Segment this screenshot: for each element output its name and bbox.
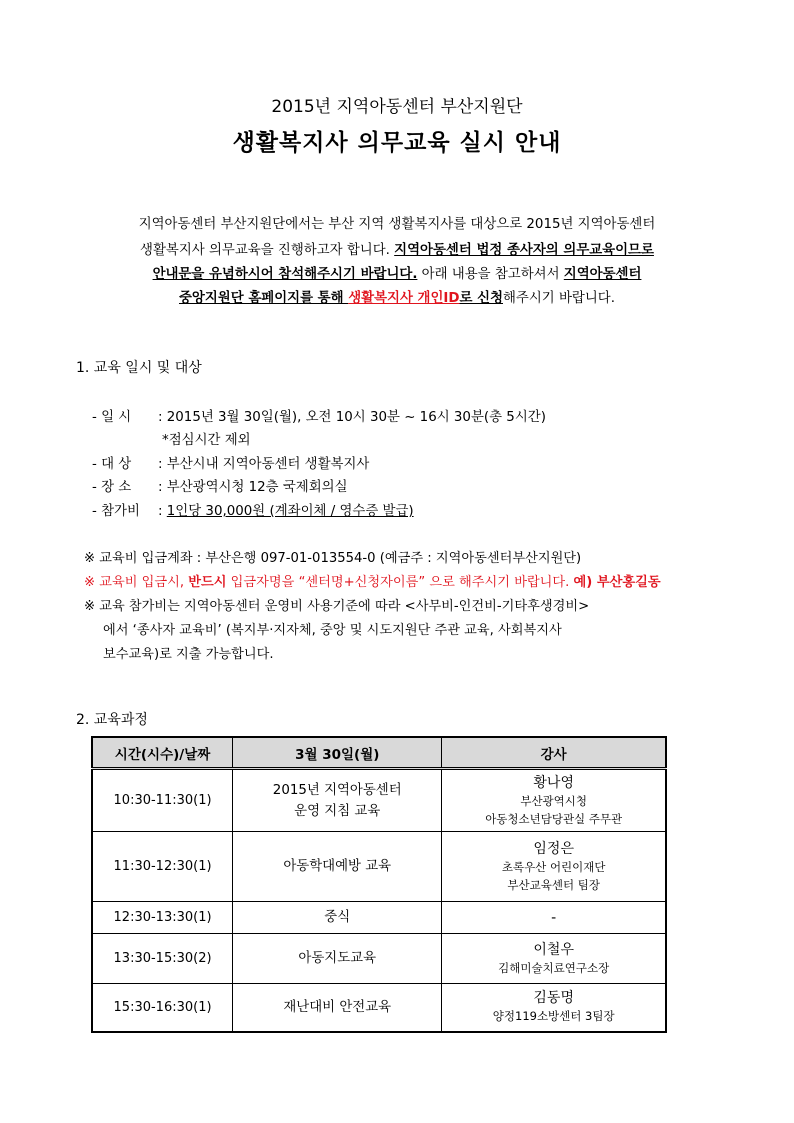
column-header-time: 시간(시수)/날짜 bbox=[92, 737, 233, 769]
course-line: 중식 bbox=[324, 910, 351, 925]
item-label-target: - 대 상 bbox=[92, 457, 132, 472]
cell-time: 15:30-16:30(1) bbox=[92, 984, 233, 1032]
fee-amount: 1인당 30,000원 (계좌이체 / 영수증 발급) bbox=[166, 504, 414, 519]
item-value-place: : 부산광역시청 12층 국제회의실 bbox=[158, 480, 348, 495]
instructor-name: 황나영 bbox=[533, 774, 574, 791]
instructor-name: - bbox=[551, 909, 557, 926]
instructor-affiliation: 초록우산 어린이재단 bbox=[501, 859, 606, 874]
instructor-affiliation: 아동청소년담당관실 주무관 bbox=[485, 811, 623, 826]
cell-time: 12:30-13:30(1) bbox=[92, 902, 233, 934]
document-subtitle: 2015년 지역아동센터 부산지원단 bbox=[271, 97, 523, 117]
item-value-datetime: : 2015년 3월 30일(월), 오전 10시 30분 ~ 16시 30분(총 5시간) bbox=[158, 410, 546, 425]
cell-instructor bbox=[442, 934, 666, 984]
instructor-affiliation: 부산광역시청 bbox=[520, 793, 587, 808]
intro-emphasis: 지역아동센터 bbox=[563, 267, 642, 282]
cell-time: 10:30-11:30(1) bbox=[92, 769, 233, 832]
document-title: 생활복지사 의무교육 실시 안내 bbox=[232, 130, 562, 156]
intro-emphasis: 중앙지원단 홈페이지를 통해 bbox=[179, 291, 349, 306]
instructor-name: 임정은 bbox=[533, 840, 574, 857]
course-schedule-table bbox=[91, 736, 667, 1033]
note-bank-account: ※ 교육비 입금계좌 : 부산은행 097-01-013554-0 (예금주 : 지역아동센터부산지원단) bbox=[84, 551, 582, 566]
fee-prefix: : bbox=[158, 504, 167, 519]
intro-line-1: 지역아동센터 부산지원단에서는 부산 지역 생활복지사를 대상으로 2015년 지역아동센터 bbox=[138, 217, 656, 232]
note-fee-usage-1: ※ 교육 참가비는 지역아동센터 운영비 사용기준에 따라 <사무비-인건비-기타후생경비> bbox=[84, 599, 590, 614]
item-label-datetime: - 일 시 bbox=[92, 410, 132, 425]
intro-highlight: 생활복지사 개인ID bbox=[348, 291, 460, 306]
table-row bbox=[92, 832, 666, 902]
cell-course bbox=[233, 902, 442, 934]
intro-text: 해주시기 바랍니다. bbox=[503, 291, 615, 306]
instructor-affiliation: 양정119소방센터 3팀장 bbox=[492, 1009, 615, 1024]
course-line: 2015년 지역아동센터 bbox=[272, 782, 402, 798]
cell-instructor bbox=[442, 984, 666, 1032]
table-row bbox=[92, 902, 666, 934]
table-header-row bbox=[92, 737, 666, 769]
cell-course bbox=[233, 832, 442, 902]
cell-course bbox=[233, 934, 442, 984]
intro-emphasis: 로 신청 bbox=[459, 291, 503, 306]
instructor-name: 이철우 bbox=[533, 941, 574, 958]
note-fee-usage-2: 에서 ‘종사자 교육비’ (복지부·지자체, 중앙 및 시도지원단 주관 교육, 사회복지사 bbox=[103, 623, 562, 638]
cell-instructor bbox=[442, 902, 666, 934]
instructor-name: 김동명 bbox=[533, 990, 574, 1007]
note-text: ※ 교육비 입금시, bbox=[84, 575, 189, 590]
intro-emphasis: 안내문을 유념하시어 참석해주시기 바랍니다. bbox=[152, 267, 418, 282]
instructor-affiliation: 김해미술치료연구소장 bbox=[498, 960, 610, 975]
intro-line-4 bbox=[0, 287, 794, 306]
item-value-target: : 부산시내 지역아동센터 생활복지사 bbox=[158, 457, 370, 472]
note-example: 예) 부산홍길동 bbox=[573, 575, 661, 590]
note-depositor-name bbox=[84, 571, 661, 590]
course-line: 아동학대예방 교육 bbox=[283, 859, 392, 874]
cell-time: 13:30-15:30(2) bbox=[92, 934, 233, 984]
cell-course bbox=[233, 769, 442, 832]
course-line: 아동지도교육 bbox=[298, 951, 377, 966]
item-value-lunch-note: *점심시간 제외 bbox=[162, 433, 251, 448]
intro-line-3 bbox=[0, 263, 794, 282]
section-2-heading: 2. 교육과정 bbox=[76, 712, 148, 728]
course-line: 운영 지침 교육 bbox=[294, 803, 381, 819]
column-header-date: 3월 30일(월) bbox=[233, 737, 442, 769]
intro-emphasis: 지역아동센터 법정 종사자의 의무교육이므로 bbox=[394, 243, 654, 258]
table-row bbox=[92, 934, 666, 984]
table-row bbox=[92, 984, 666, 1032]
cell-instructor bbox=[442, 769, 666, 832]
cell-instructor bbox=[442, 832, 666, 902]
item-value-fee bbox=[158, 500, 414, 519]
item-label-fee: - 참가비 bbox=[92, 504, 140, 519]
item-label-place: - 장 소 bbox=[92, 480, 132, 495]
cell-course bbox=[233, 984, 442, 1032]
intro-line-2 bbox=[0, 239, 794, 258]
course-line: 재난대비 안전교육 bbox=[283, 999, 392, 1015]
cell-time: 11:30-12:30(1) bbox=[92, 832, 233, 902]
column-header-instructor: 강사 bbox=[442, 737, 666, 769]
note-fee-usage-3: 보수교육)로 지출 가능합니다. bbox=[103, 647, 274, 662]
instructor-affiliation: 부산교육센터 팀장 bbox=[507, 877, 600, 892]
note-emphasis: 반드시 bbox=[188, 575, 227, 590]
intro-text: 생활복지사 의무교육을 진행하고자 합니다. bbox=[140, 243, 395, 258]
intro-text: 아래 내용을 참고하셔서 bbox=[417, 267, 564, 282]
table-row bbox=[92, 769, 666, 832]
note-text: 입금자명을 “센터명+신청자이름” 으로 해주시기 바랍니다. bbox=[226, 575, 574, 590]
section-1-heading: 1. 교육 일시 및 대상 bbox=[76, 360, 202, 376]
